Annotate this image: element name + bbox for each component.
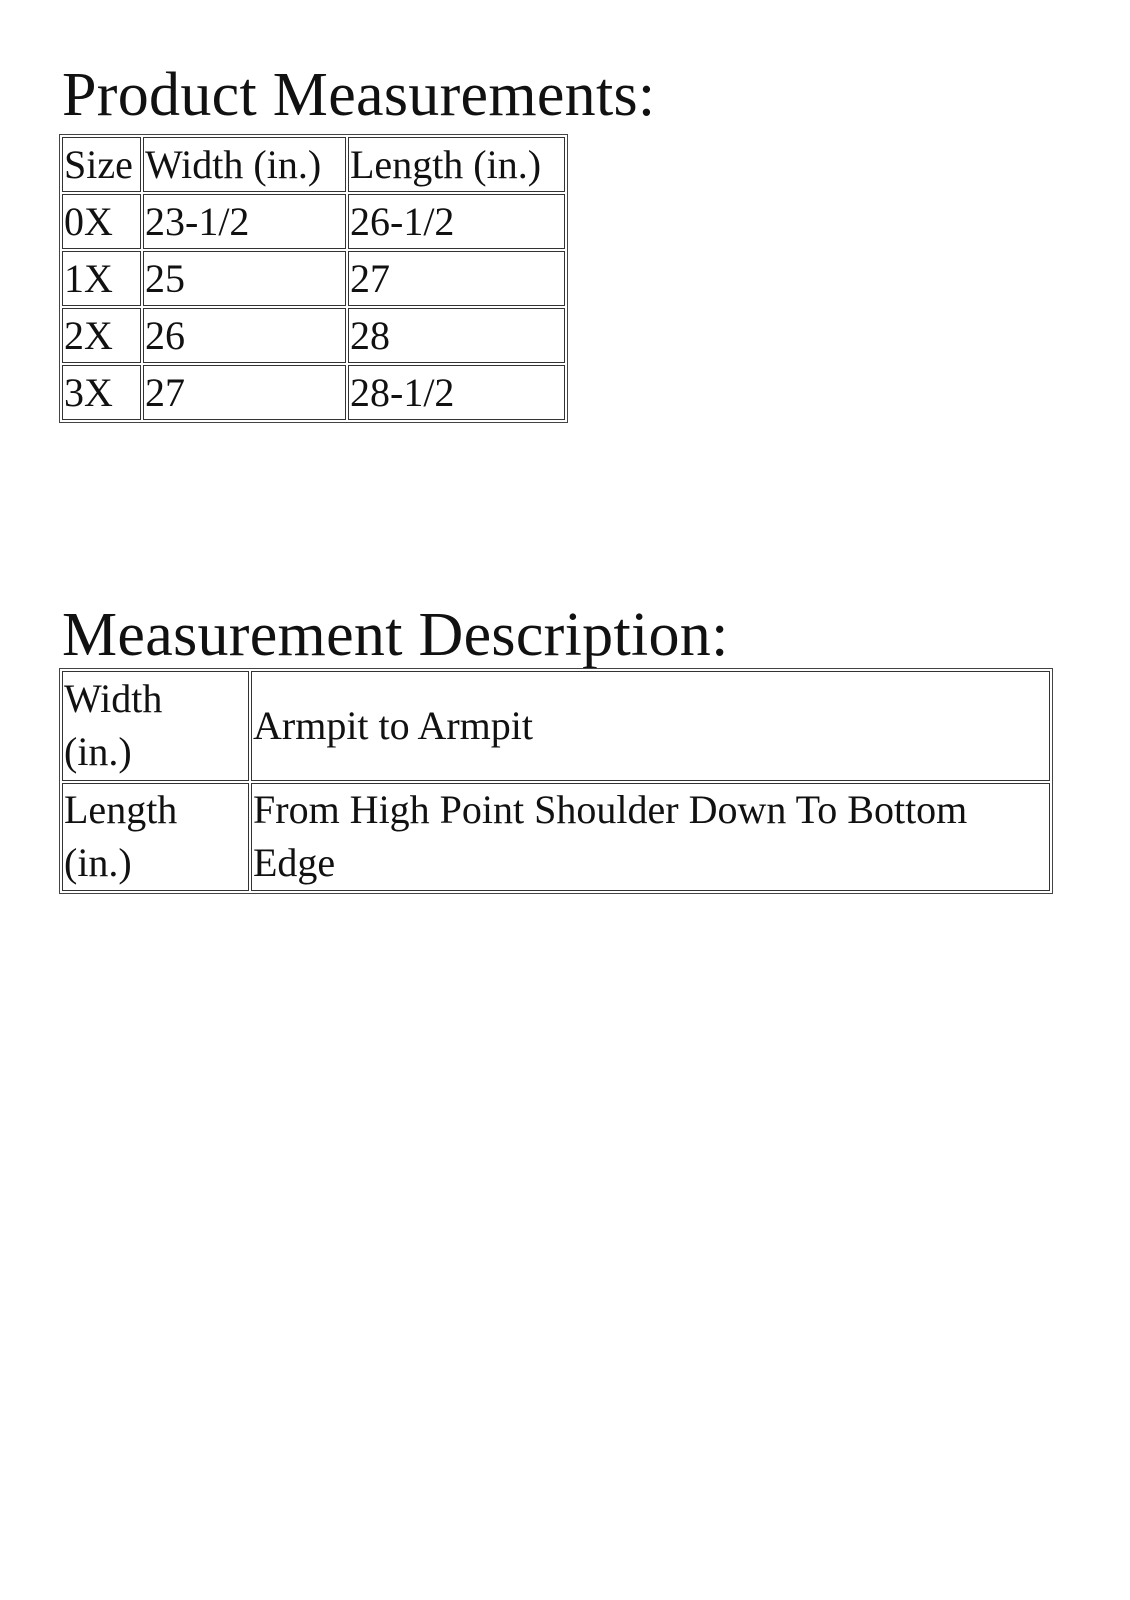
length-cell: 26-1/2	[348, 194, 565, 249]
definition-cell: Armpit to Armpit	[251, 671, 1050, 781]
term-label: Width	[64, 676, 163, 722]
size-cell: 0X	[62, 194, 141, 249]
product-measurements-title: Product Measurements:	[62, 61, 656, 129]
measurement-description-table	[59, 668, 1053, 894]
term-label: Length	[64, 787, 178, 833]
term-cell-length	[62, 783, 249, 891]
header-size: Size	[62, 137, 141, 192]
width-cell: 26	[143, 308, 346, 363]
table-row	[62, 308, 565, 363]
table-row	[62, 194, 565, 249]
length-cell: 28	[348, 308, 565, 363]
header-width: Width (in.)	[143, 137, 346, 192]
table-row	[62, 783, 1050, 891]
width-cell: 25	[143, 251, 346, 306]
size-cell: 3X	[62, 365, 141, 420]
table-row	[62, 251, 565, 306]
width-cell: 27	[143, 365, 346, 420]
length-cell: 28-1/2	[348, 365, 565, 420]
table-row	[62, 671, 1050, 781]
measurement-description-title: Measurement Description:	[62, 601, 729, 669]
size-cell: 1X	[62, 251, 141, 306]
table-row	[62, 365, 565, 420]
length-cell: 27	[348, 251, 565, 306]
size-cell: 2X	[62, 308, 141, 363]
term-unit: (in.)	[64, 840, 132, 885]
term-cell-width	[62, 671, 249, 781]
header-length: Length (in.)	[348, 137, 565, 192]
width-cell: 23-1/2	[143, 194, 346, 249]
size-chart-table	[59, 134, 568, 423]
definition-cell: From High Point Shoulder Down To Bottom Edge	[251, 783, 1050, 891]
table-header-row	[62, 137, 565, 192]
term-unit: (in.)	[64, 729, 132, 774]
